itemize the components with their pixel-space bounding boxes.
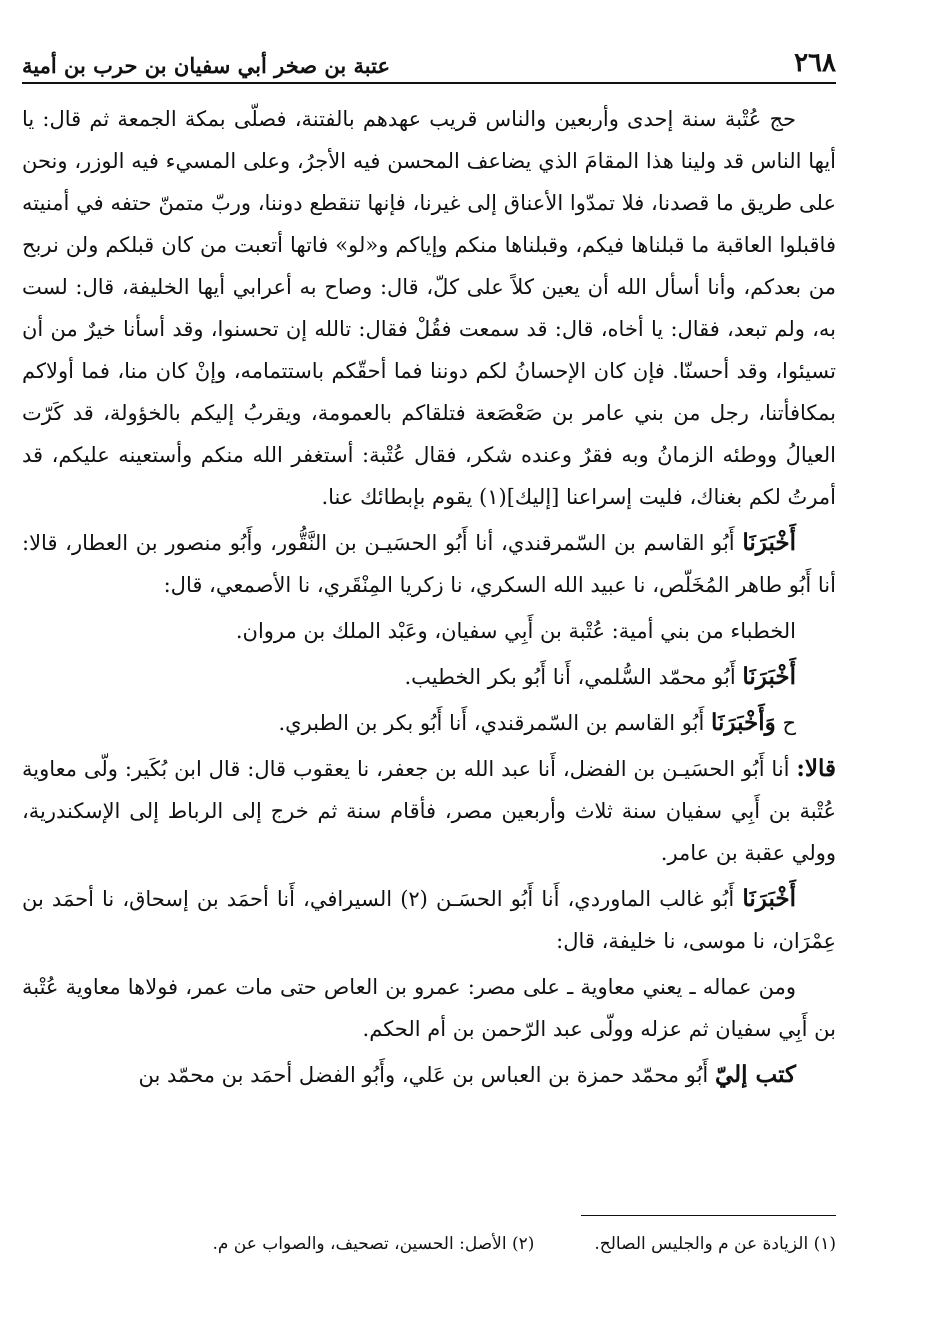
isnad-lead: كتب إليّ bbox=[714, 1061, 796, 1088]
footnotes bbox=[100, 1232, 836, 1256]
body-text bbox=[22, 98, 836, 1096]
isnad-lead: أَخْبَرَنَا bbox=[742, 885, 796, 912]
paragraph-7 bbox=[22, 878, 836, 962]
paragraph-text: أَبُو محمّد السُّلمي، أَنا أَبُو بكر الخطيب. bbox=[404, 665, 743, 689]
paragraph-text: أَبُو محمّد حمزة بن العباس بن عَلي، وأَبُو الفضل أحمَد بن محمّد بن bbox=[138, 1063, 715, 1087]
paragraph-3: الخطباء من بني أمية: عُتْبة بن أَبِي سفيان، وعَبْد الملك بن مروان. bbox=[235, 619, 796, 643]
paragraph-1: حج عُتْبة سنة إحدى وأربعين والناس قريب عهدهم بالفتنة، فصلّى بمكة الجمعة ثم قال: يا أيها الناس قد ولينا هذا المقامَ الذي يضاعف المحسن فيه الأجرُ، وعلى المسيء فيه الوزر، ونحن على طريق ما قصدنا، فلا تمدّوا الأعناق إلى غيرنا، فإنها تنقطع دوننا، وربّ متمنّ حتفه في أمنيته فاقبلوا العاقبة ما قبلناها فيكم، وقبلناها منكم وإياكم و«لو» فاتها أتعبت من كان قبلكم ولن نربح من بعدكم، وأنا أسأل الله أن يعين كلاً على كلّ، قال: وصاح به أعرابي أيها الخليفة، قال: لست به، ولم تبعد، فقال: يا أخاه، قال: قد سمعت فقُلْ فقال: تالله إن تحسنوا، وقد أسأنا خيرٌ من أن تسيئوا، وقد أحسنّا. فإن كان الإحسانُ لكم دوننا فما أحقّكم باستتمامه، وإنْ كان منا، فما أولاكم بمكافأتنا، رجل من بني عامر بن صَعْصَعة فتلقاكم بالعمومة، ويقربُ إليكم بالخؤولة، قد كَرّت العيالُ ووطئه الزمانُ وبه فقرٌ وعنده شكر، فقال عُتْبة: أستغفر الله منكم وأستعينه عليكم، قد أمرتُ لكم بغناك، فليت إسراعنا [إليك](١) يقوم بإبطائك عنا. bbox=[22, 107, 836, 509]
running-header bbox=[22, 40, 836, 84]
paragraph-text: أَبُو القاسم بن السّمرقندي، أَنا أَبُو بكر بن الطبري. bbox=[278, 711, 711, 735]
page-number: ٢٦٨ bbox=[794, 48, 836, 78]
paragraph-5 bbox=[22, 702, 836, 744]
paragraph-2 bbox=[22, 522, 836, 606]
paragraph-text: أَبُو غالب الماوردي، أَنا أَبُو الحسَـن (٢) السيرافي، أَنا أحمَد بن إسحاق، نا أحمَد بن عِمْرَان، نا موسى، نا خليفة، قال: bbox=[22, 887, 836, 953]
paragraph-8: ومن عماله ـ يعني معاوية ـ على مصر: عمرو بن العاص حتى مات عمر، فولاها معاوية عُتْبة بن أَبِي سفيان ثم عزله وولّى عبد الرّحمن بن أم الحكم. bbox=[22, 975, 836, 1041]
paragraph-text: أَبُو القاسم بن السّمرقندي، أنا أَبُو الحسَيـن بن النَّقُّور، وأَبُو منصور بن العطار، قالا: أنا أَبُو طاهر المُخَلّص، نا عبيد الله السكري، نا زكريا المِنْقَري، نا الأصمعي، قال: bbox=[22, 531, 836, 597]
isnad-lead: قالا: bbox=[796, 755, 836, 782]
header-title: عتبة بن صخر أبي سفيان بن حرب بن أمية bbox=[22, 53, 390, 78]
footnote-1: (١) الزيادة عن م والجليس الصالح. bbox=[594, 1234, 836, 1254]
paragraph-9 bbox=[22, 1054, 836, 1096]
footnote-divider bbox=[581, 1215, 836, 1216]
isnad-lead: أَخْبَرَنَا bbox=[742, 529, 796, 556]
footnote-2: (٢) الأصل: الحسين، تصحيف، والصواب عن م. bbox=[212, 1234, 535, 1254]
paragraph-6 bbox=[22, 748, 836, 874]
paragraph-text: أنا أَبُو الحسَيـن بن الفضل، أَنا عبد الله بن جعفر، نا يعقوب قال: قال ابن بُكَير: ولّى معاوية عُتْبة بن أَبِي سفيان سنة ثلاث وأربعين مصر، فأقام سنة ثم خرج إلى الرباط إلى الإسكندرية، وولي عقبة بن عامر. bbox=[22, 757, 836, 865]
paragraph-4 bbox=[22, 656, 836, 698]
isnad-lead: وَأَخْبَرَنَا bbox=[711, 709, 776, 736]
paragraph-prefix: ح bbox=[775, 711, 796, 735]
isnad-lead: أَخْبَرَنَا bbox=[742, 663, 796, 690]
